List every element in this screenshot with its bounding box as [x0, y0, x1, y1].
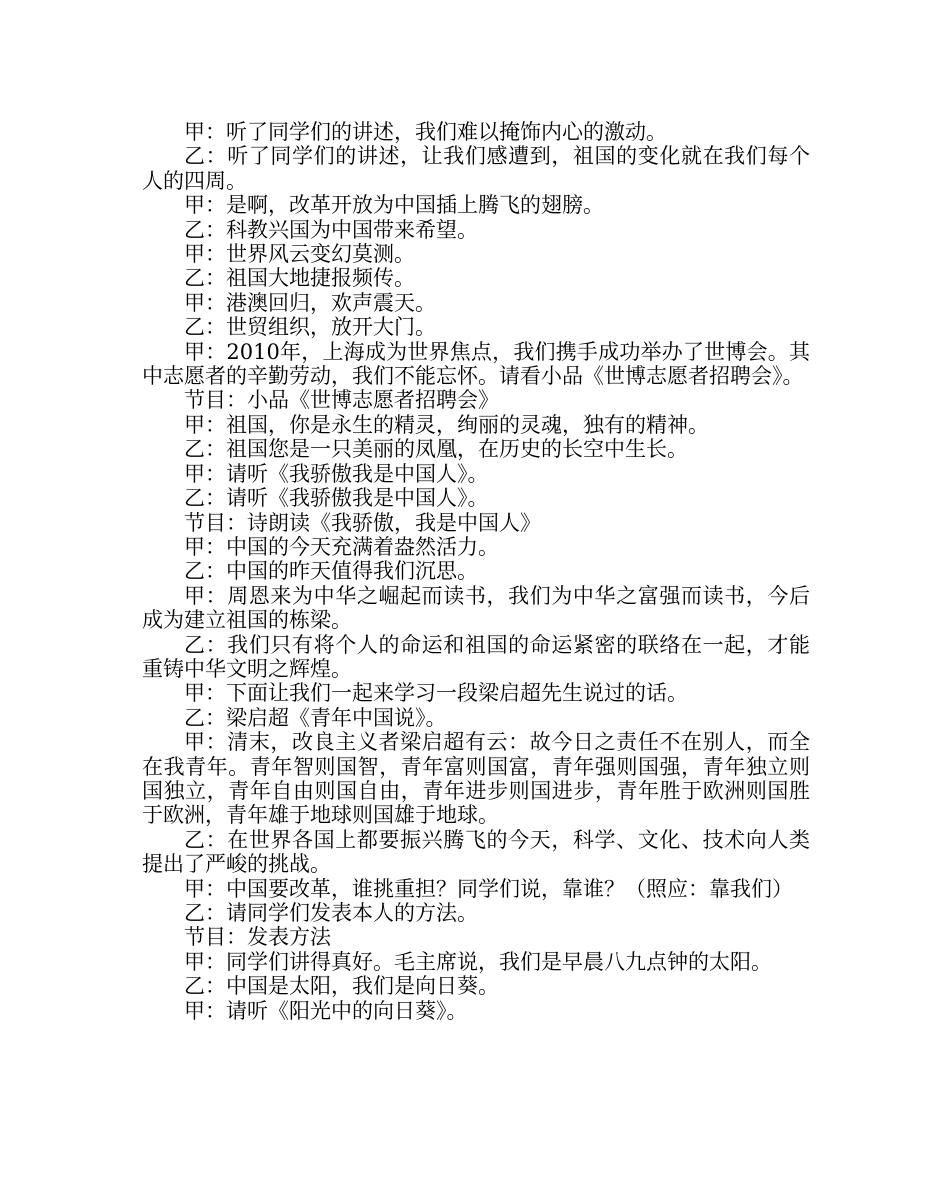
paragraph: 甲：世界风云变幻莫测。	[184, 242, 415, 267]
paragraph: 甲：是啊，改革开放为中国插上腾飞的翅膀。	[184, 193, 604, 218]
document-page	[142, 120, 810, 1023]
paragraph: 乙：科教兴国为中国带来希望。	[184, 217, 478, 242]
paragraph: 甲：听了同学们的讲述，我们难以掩饰内心的激动。	[184, 120, 667, 144]
paragraph: 乙：梁启超《青年中国说》。	[184, 705, 447, 730]
program-heading: 节目：诗朗读《我骄傲，我是中国人》	[184, 510, 541, 535]
paragraph: 乙：祖国您是一只美丽的凤凰，在历史的长空中生长。	[184, 437, 688, 462]
paragraph: 甲：请听《阳光中的向日葵》。	[184, 998, 468, 1023]
paragraph: 乙：请同学们发表本人的方法。	[184, 901, 478, 925]
paragraph: 乙：听了同学们的讲述，让我们感遭到，祖国的变化就在我们每个人的四周。	[142, 144, 810, 193]
paragraph: 甲：中国的今天充满着盎然活力。	[184, 534, 499, 559]
paragraph: 乙：在世界各国上都要振兴腾飞的今天，科学、文化、技术向人类提出了严峻的挑战。	[142, 827, 810, 877]
paragraph: 乙：我们只有将个人的命运和祖国的命运紧密的联络在一起，才能重铸中华文明之辉煌。	[142, 632, 810, 681]
paragraph: 乙：请听《我骄傲我是中国人》。	[184, 486, 489, 511]
paragraph: 甲：祖国，你是永生的精灵，绚丽的灵魂，独有的精神。	[184, 412, 709, 437]
paragraph: 甲：周恩来为中华之崛起而读书，我们为中华之富强而读书，今后成为建立祖国的栋梁。	[142, 583, 810, 633]
paragraph: 甲：港澳回归，欢声震天。	[184, 290, 436, 315]
paragraph: 甲：同学们讲得真好。毛主席说，我们是早晨八九点钟的太阳。	[184, 949, 772, 974]
paragraph: 甲：中国要改革，谁挑重担？同学们说，靠谁？（照应：靠我们）	[184, 876, 793, 901]
paragraph: 乙：中国是太阳，我们是向日葵。	[184, 974, 499, 999]
program-heading: 节目：小品《世博志愿者招聘会》	[184, 388, 499, 413]
paragraph: 甲：请听《我骄傲我是中国人》。	[184, 461, 489, 486]
paragraph: 乙：祖国大地捷报频传。	[184, 266, 415, 291]
paragraph: 甲：清末，改良主义者梁启超有云：故今日之责任不在别人，而全在我青年。青年智则国智，青年富则国富，青年强则国强，青年独立则国独立，青年自由则国自由，青年进步则国进步，青年胜于欧洲则国胜于欧洲，青年雄于地球则国雄于地球。	[142, 730, 810, 828]
paragraph: 甲：下面让我们一起来学习一段梁启超先生说过的话。	[184, 681, 688, 706]
paragraph: 乙：中国的昨天值得我们沉思。	[184, 559, 478, 584]
program-heading: 节目：发表方法	[184, 925, 331, 950]
paragraph: 乙：世贸组织，放开大门。	[184, 315, 436, 340]
paragraph: 甲：2010年，上海成为世界焦点，我们携手成功举办了世博会。其中志愿者的辛勤劳动，我们不能忘怀。请看小品《世博志愿者招聘会》。	[142, 339, 810, 389]
